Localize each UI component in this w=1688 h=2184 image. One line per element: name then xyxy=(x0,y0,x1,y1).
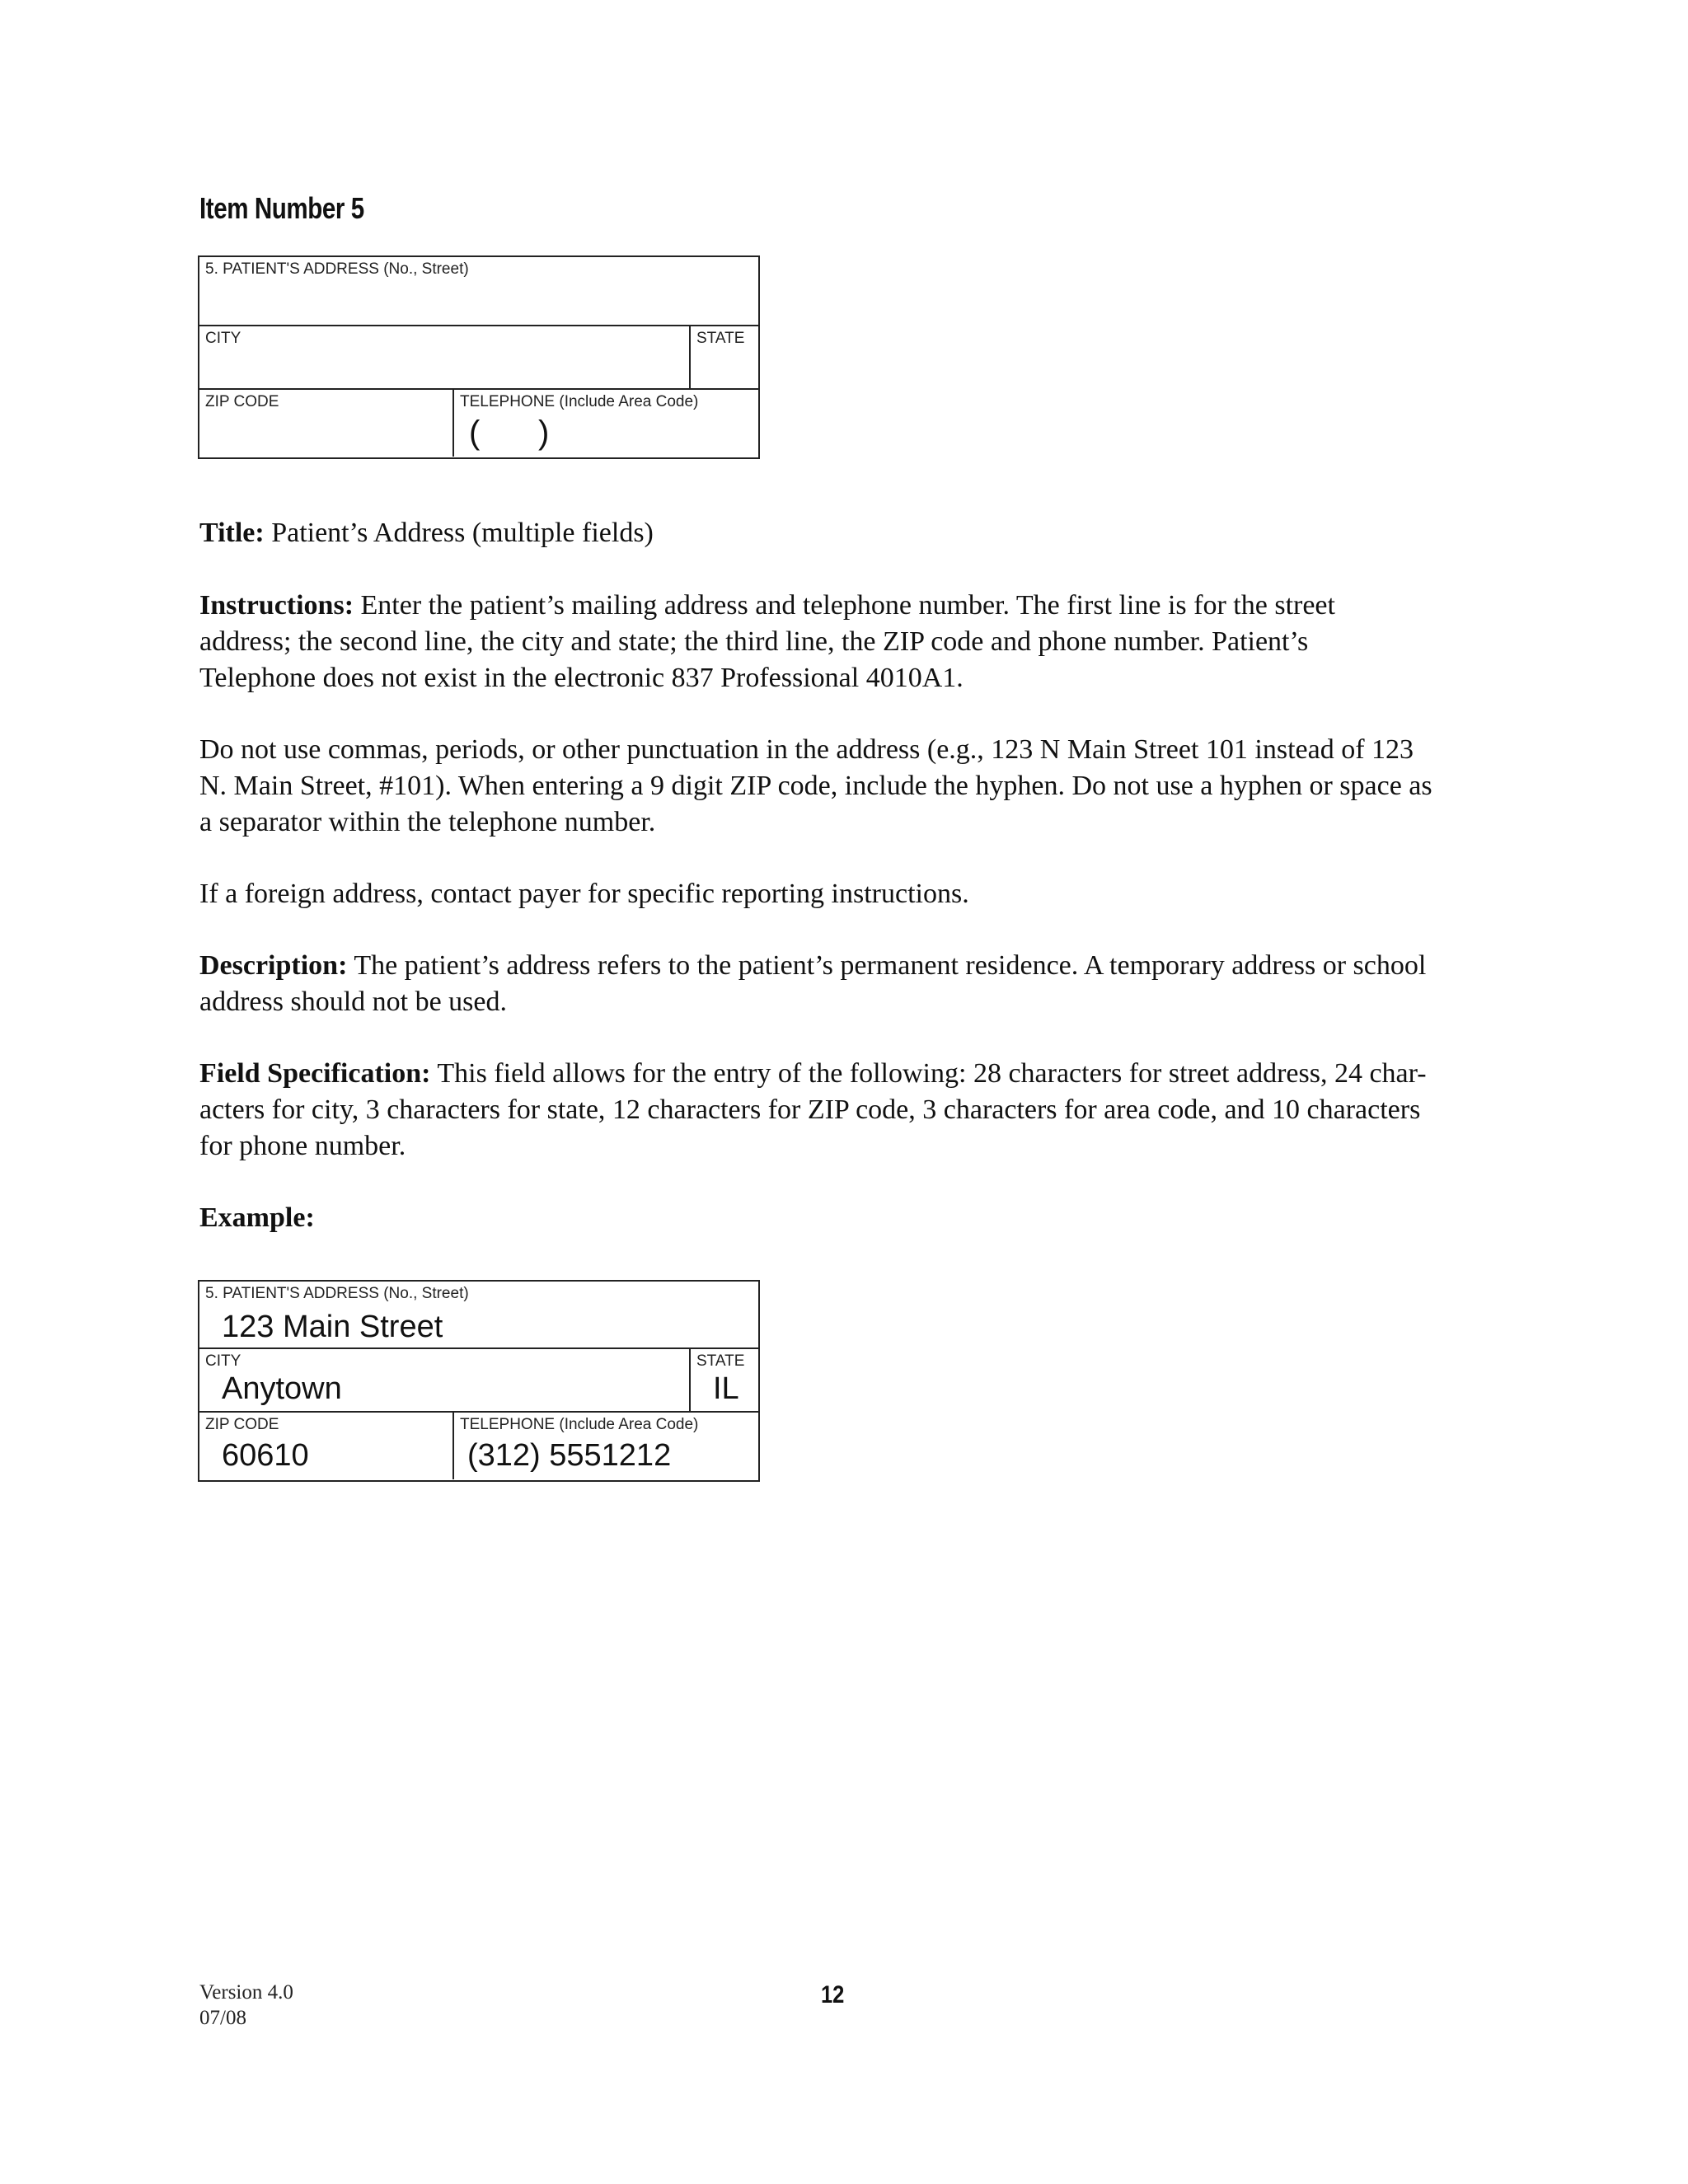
city-cell xyxy=(199,326,689,388)
instructions-paragraph xyxy=(199,588,1485,696)
example-city-value: Anytown xyxy=(222,1371,342,1406)
example-zip-value: 60610 xyxy=(222,1438,309,1473)
page-number: 12 xyxy=(821,1981,845,2008)
title-paragraph xyxy=(199,515,1485,551)
field-spec-text-1: This field allows for the entry of the following: 28 characters for street address, 24 char- xyxy=(437,1058,1427,1089)
example-label-text: Example: xyxy=(199,1202,315,1233)
zip-cell xyxy=(199,390,452,457)
example-address-row xyxy=(199,1282,758,1349)
footer-version-block xyxy=(199,1980,293,2031)
phone-label: TELEPHONE (Include Area Code) xyxy=(460,393,699,410)
phone-open-paren: ( xyxy=(469,415,481,451)
instructions-label: Instructions: xyxy=(199,590,354,621)
example-state-label: STATE xyxy=(696,1352,745,1370)
field-spec-line-3: for phone number. xyxy=(199,1131,406,1161)
field-spec-line-1 xyxy=(199,1056,1485,1092)
state-label: STATE xyxy=(696,330,745,347)
state-cell xyxy=(689,326,758,388)
example-zip-cell xyxy=(199,1413,452,1479)
foreign-paragraph: If a foreign address, contact payer for specific reporting instructions. xyxy=(199,879,969,909)
example-phone-label: TELEPHONE (Include Area Code) xyxy=(460,1416,699,1433)
example-state-cell xyxy=(689,1349,758,1411)
footer-date: 07/08 xyxy=(199,2007,246,2029)
example-address-label: 5. PATIENT'S ADDRESS (No., Street) xyxy=(205,1285,469,1302)
description-line-2: address should not be used. xyxy=(199,987,508,1017)
description-paragraph xyxy=(199,948,1485,1020)
phone-cell xyxy=(452,390,758,457)
field-spec-label: Field Specification: xyxy=(199,1058,431,1089)
title-text: Patient’s Address (multiple fields) xyxy=(271,518,654,548)
instructions-line-2: address; the second line, the city and state; the third line, the ZIP code and phone number. Patient’s xyxy=(199,626,1309,657)
phone-close-paren: ) xyxy=(538,415,550,451)
city-label: CITY xyxy=(205,330,241,347)
zip-label: ZIP CODE xyxy=(205,393,279,410)
instructions-line-3: Telephone does not exist in the electronic 837 Professional 4010A1. xyxy=(199,663,964,693)
city-state-row xyxy=(199,326,758,390)
description-label: Description: xyxy=(199,950,348,981)
footer-version: Version 4.0 xyxy=(199,1981,293,2004)
example-city-label: CITY xyxy=(205,1352,241,1370)
example-label xyxy=(199,1200,1485,1236)
field-spec-paragraph xyxy=(199,1056,1485,1165)
example-phone-value: (312) 5551212 xyxy=(467,1438,672,1473)
example-city-state-row xyxy=(199,1349,758,1413)
example-phone-cell xyxy=(452,1413,758,1479)
field-spec-line-2: acters for city, 3 characters for state, 12 characters for ZIP code, 3 characters for area code, and 10 characters xyxy=(199,1094,1421,1125)
title-label: Title: xyxy=(199,518,265,548)
zip-phone-row xyxy=(199,390,758,457)
example-state-value: IL xyxy=(713,1371,739,1406)
example-zip-phone-row xyxy=(199,1413,758,1479)
punctuation-line-3: a separator within the telephone number. xyxy=(199,807,656,837)
example-address-form xyxy=(198,1280,760,1482)
punctuation-paragraph xyxy=(199,732,1485,841)
instructions-line-1 xyxy=(199,588,1485,624)
example-city-cell xyxy=(199,1349,689,1411)
punctuation-line-2: N. Main Street, #101). When entering a 9 digit ZIP code, include the hyphen. Do not use a hyphen or space as xyxy=(199,771,1432,801)
blank-address-form xyxy=(198,255,760,459)
example-address-value: 123 Main Street xyxy=(222,1310,443,1344)
instructions-text-1: Enter the patient’s mailing address and telephone number. The first line is for the street xyxy=(360,590,1335,621)
punctuation-line-1: Do not use commas, periods, or other punctuation in the address (e.g., 123 N Main Street 101 instead of 123 xyxy=(199,734,1414,765)
item-heading: Item Number 5 xyxy=(199,191,364,225)
example-zip-label: ZIP CODE xyxy=(205,1416,279,1433)
description-line-1 xyxy=(199,948,1485,984)
description-text-1: The patient’s address refers to the patient’s permanent residence. A temporary address or school xyxy=(354,950,1427,981)
address-row xyxy=(199,257,758,326)
address-label: 5. PATIENT'S ADDRESS (No., Street) xyxy=(205,260,469,278)
